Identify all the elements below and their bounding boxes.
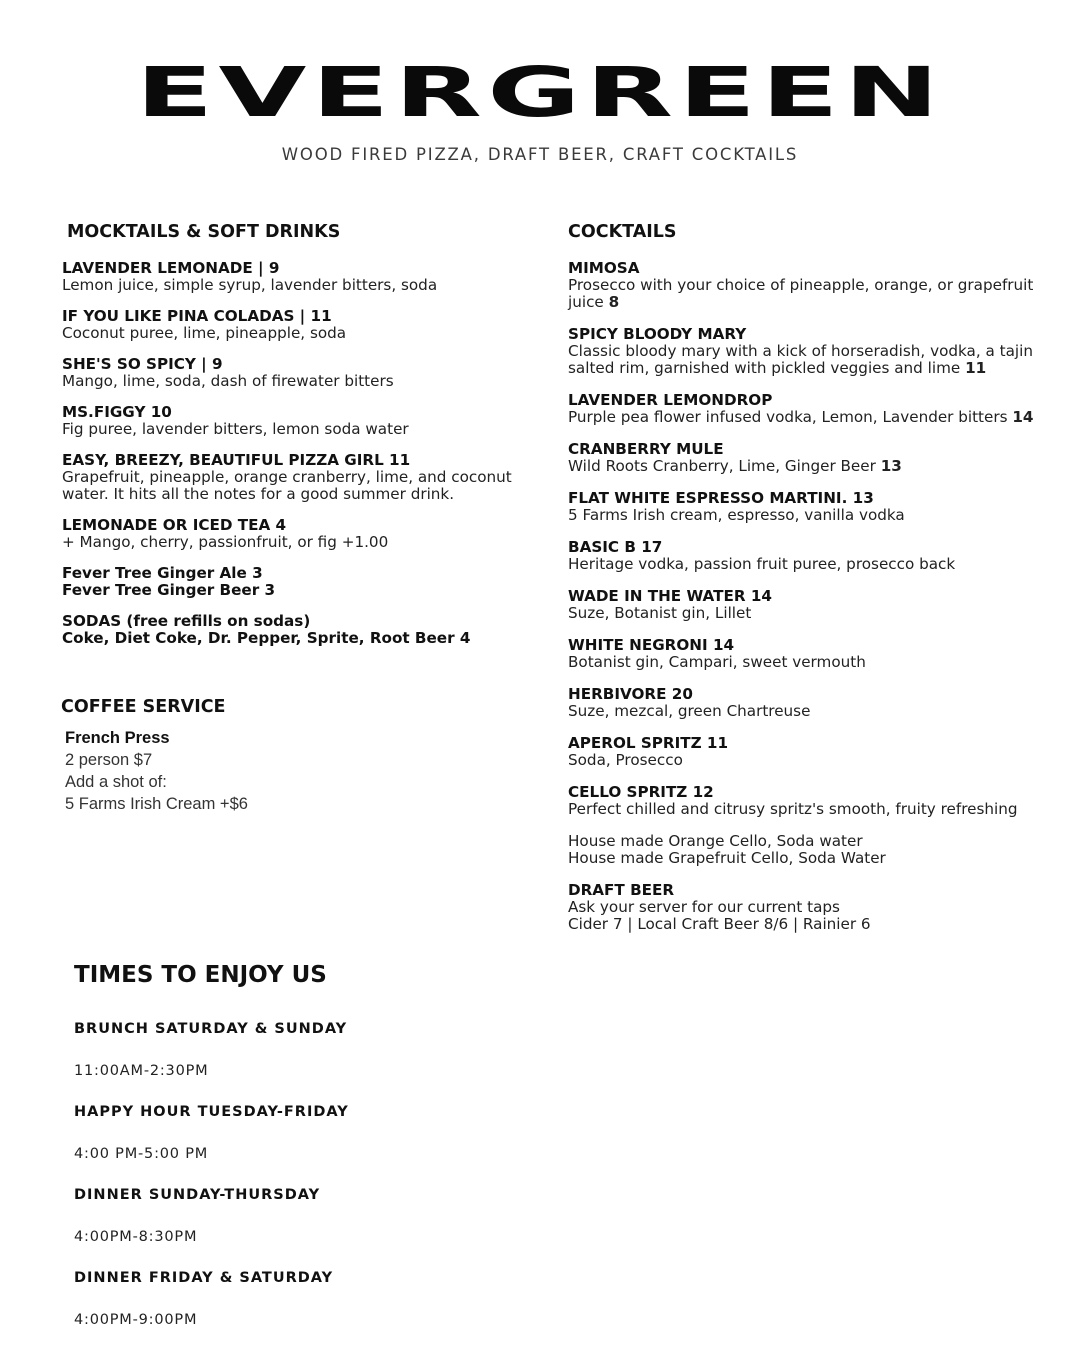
coffee-service [65, 727, 385, 815]
item-price: 13 [880, 457, 902, 475]
mocktails-list [62, 260, 532, 661]
menu-item [62, 517, 532, 551]
item-name: LAVENDER LEMONADE | 9 [62, 259, 280, 277]
hours-value [74, 1146, 494, 1162]
item-name: CRANBERRY MULE [568, 440, 724, 458]
item-name: WADE IN THE WATER 14 [568, 587, 772, 605]
menu-item [568, 326, 1038, 377]
item-name: EASY, BREEZY, BEAUTIFUL PIZZA GIRL 11 [62, 451, 411, 469]
menu-item [62, 565, 532, 599]
hours-value [74, 1063, 494, 1079]
item-description: Purple pea flower infused vodka, Lemon, Lavender bitters 14 [568, 408, 1034, 426]
menu-item [62, 404, 532, 438]
item-name: HERBIVORE 20 [568, 685, 693, 703]
hours-value-text: 4:00PM-9:00PM [74, 1312, 198, 1328]
item-description: Mango, lime, soda, dash of firewater bitters [62, 372, 394, 390]
item-name: APEROL SPRITZ 11 [568, 734, 729, 752]
item-name: SODAS (free refills on sodas) [62, 612, 311, 630]
hours-value-text: 4:00 PM-5:00 PM [74, 1146, 209, 1162]
item-description: Cider 7 | Local Craft Beer 8/6 | Rainier 6 [568, 915, 871, 933]
item-price: 8 [608, 293, 620, 311]
item-description: Coconut puree, lime, pineapple, soda [62, 324, 347, 342]
hours-value-text: 11:00AM-2:30PM [74, 1063, 209, 1079]
cocktails-section-title: COCKTAILS [568, 222, 677, 242]
menu-item [62, 613, 532, 647]
item-description: Heritage vodka, passion fruit puree, prosecco back [568, 555, 956, 573]
hours-label-text: HAPPY HOUR TUESDAY-FRIDAY [74, 1104, 349, 1120]
item-description: Ask your server for our current taps [568, 898, 840, 916]
menu-item [568, 260, 1038, 311]
item-price: 11 [965, 359, 987, 377]
menu-item [568, 539, 1038, 573]
menu-item [62, 260, 532, 294]
hours-label-text: DINNER FRIDAY & SATURDAY [74, 1270, 334, 1286]
hours-value [74, 1229, 494, 1245]
coffee-line: 5 Farms Irish Cream +$6 [65, 795, 248, 813]
menu-item [568, 441, 1038, 475]
item-description: House made Orange Cello, Soda water [568, 832, 863, 850]
coffee-section-title: COFFEE SERVICE [61, 697, 226, 717]
menu-item [568, 784, 1038, 818]
item-description: + Mango, cherry, passionfruit, or fig +1.00 [62, 533, 389, 551]
menu-item [568, 735, 1038, 769]
item-name: MIMOSA [568, 259, 640, 277]
menu-item [568, 882, 1038, 933]
item-name: MS.FIGGY 10 [62, 403, 172, 421]
item-description: Suze, mezcal, green Chartreuse [568, 702, 811, 720]
hours-label-text: BRUNCH SATURDAY & SUNDAY [74, 1021, 348, 1037]
mocktails-section-title: MOCKTAILS & SOFT DRINKS [67, 222, 341, 242]
item-name: SPICY BLOODY MARY [568, 325, 747, 343]
coffee-line: French Press [65, 729, 170, 747]
menu-item [568, 833, 1038, 867]
menu-item [62, 308, 532, 342]
item-name: BASIC B 17 [568, 538, 663, 556]
item-description: Botanist gin, Campari, sweet vermouth [568, 653, 866, 671]
item-description: 5 Farms Irish cream, espresso, vanilla vodka [568, 506, 905, 524]
item-name: WHITE NEGRONI 14 [568, 636, 735, 654]
item-name: LAVENDER LEMONDROP [568, 391, 773, 409]
item-description: Grapefruit, pineapple, orange cranberry, lime, and coconut water. It hits all the notes for a good summer drink. [62, 468, 512, 503]
item-description: Suze, Botanist gin, Lillet [568, 604, 752, 622]
hours-label [74, 1104, 494, 1120]
item-name: FLAT WHITE ESPRESSO MARTINI. 13 [568, 489, 874, 507]
item-name: Fever Tree Ginger Ale 3 [62, 564, 263, 582]
hours-label [74, 1021, 494, 1037]
menu-item [568, 392, 1038, 426]
item-name: DRAFT BEER [568, 881, 675, 899]
item-name: LEMONADE OR ICED TEA 4 [62, 516, 287, 534]
hours-value [74, 1312, 494, 1328]
hours-value-text: 4:00PM-8:30PM [74, 1229, 198, 1245]
menu-item [568, 490, 1038, 524]
item-description: Wild Roots Cranberry, Lime, Ginger Beer 13 [568, 457, 902, 475]
item-description: Lemon juice, simple syrup, lavender bitters, soda [62, 276, 438, 294]
item-description: Classic bloody mary with a kick of horseradish, vodka, a tajin salted rim, garnished with pickled veggies and lime 11 [568, 342, 1033, 377]
coffee-line: 2 person $7 [65, 751, 153, 769]
item-description: Prosecco with your choice of pineapple, orange, or grapefruit juice 8 [568, 276, 1034, 311]
coffee-line: Add a shot of: [65, 773, 167, 791]
menu-item [568, 637, 1038, 671]
item-name: CELLO SPRITZ 12 [568, 783, 714, 801]
item-name: Fever Tree Ginger Beer 3 [62, 581, 276, 599]
item-description: Perfect chilled and citrusy spritz's smooth, fruity refreshing [568, 800, 1018, 818]
menu-item [62, 452, 532, 503]
menu-item [568, 588, 1038, 622]
item-description: Soda, Prosecco [568, 751, 683, 769]
item-name: SHE'S SO SPICY | 9 [62, 355, 223, 373]
hours-label [74, 1270, 494, 1286]
item-name: Coke, Diet Coke, Dr. Pepper, Sprite, Root Beer 4 [62, 629, 471, 647]
menu-item [62, 356, 532, 390]
item-description: House made Grapefruit Cello, Soda Water [568, 849, 886, 867]
hours-label-text: DINNER SUNDAY-THURSDAY [74, 1187, 321, 1203]
restaurant-logo: EVERGREEN [135, 53, 945, 133]
menu-item [568, 686, 1038, 720]
item-description: Fig puree, lavender bitters, lemon soda water [62, 420, 409, 438]
hours-section-title: TIMES TO ENJOY US [74, 962, 327, 988]
cocktails-list [568, 260, 1038, 948]
hours-label [74, 1187, 494, 1203]
item-price: 14 [1012, 408, 1034, 426]
item-name: IF YOU LIKE PINA COLADAS | 11 [62, 307, 332, 325]
tagline: WOOD FIRED PIZZA, DRAFT BEER, CRAFT COCKTAILS [281, 145, 799, 164]
